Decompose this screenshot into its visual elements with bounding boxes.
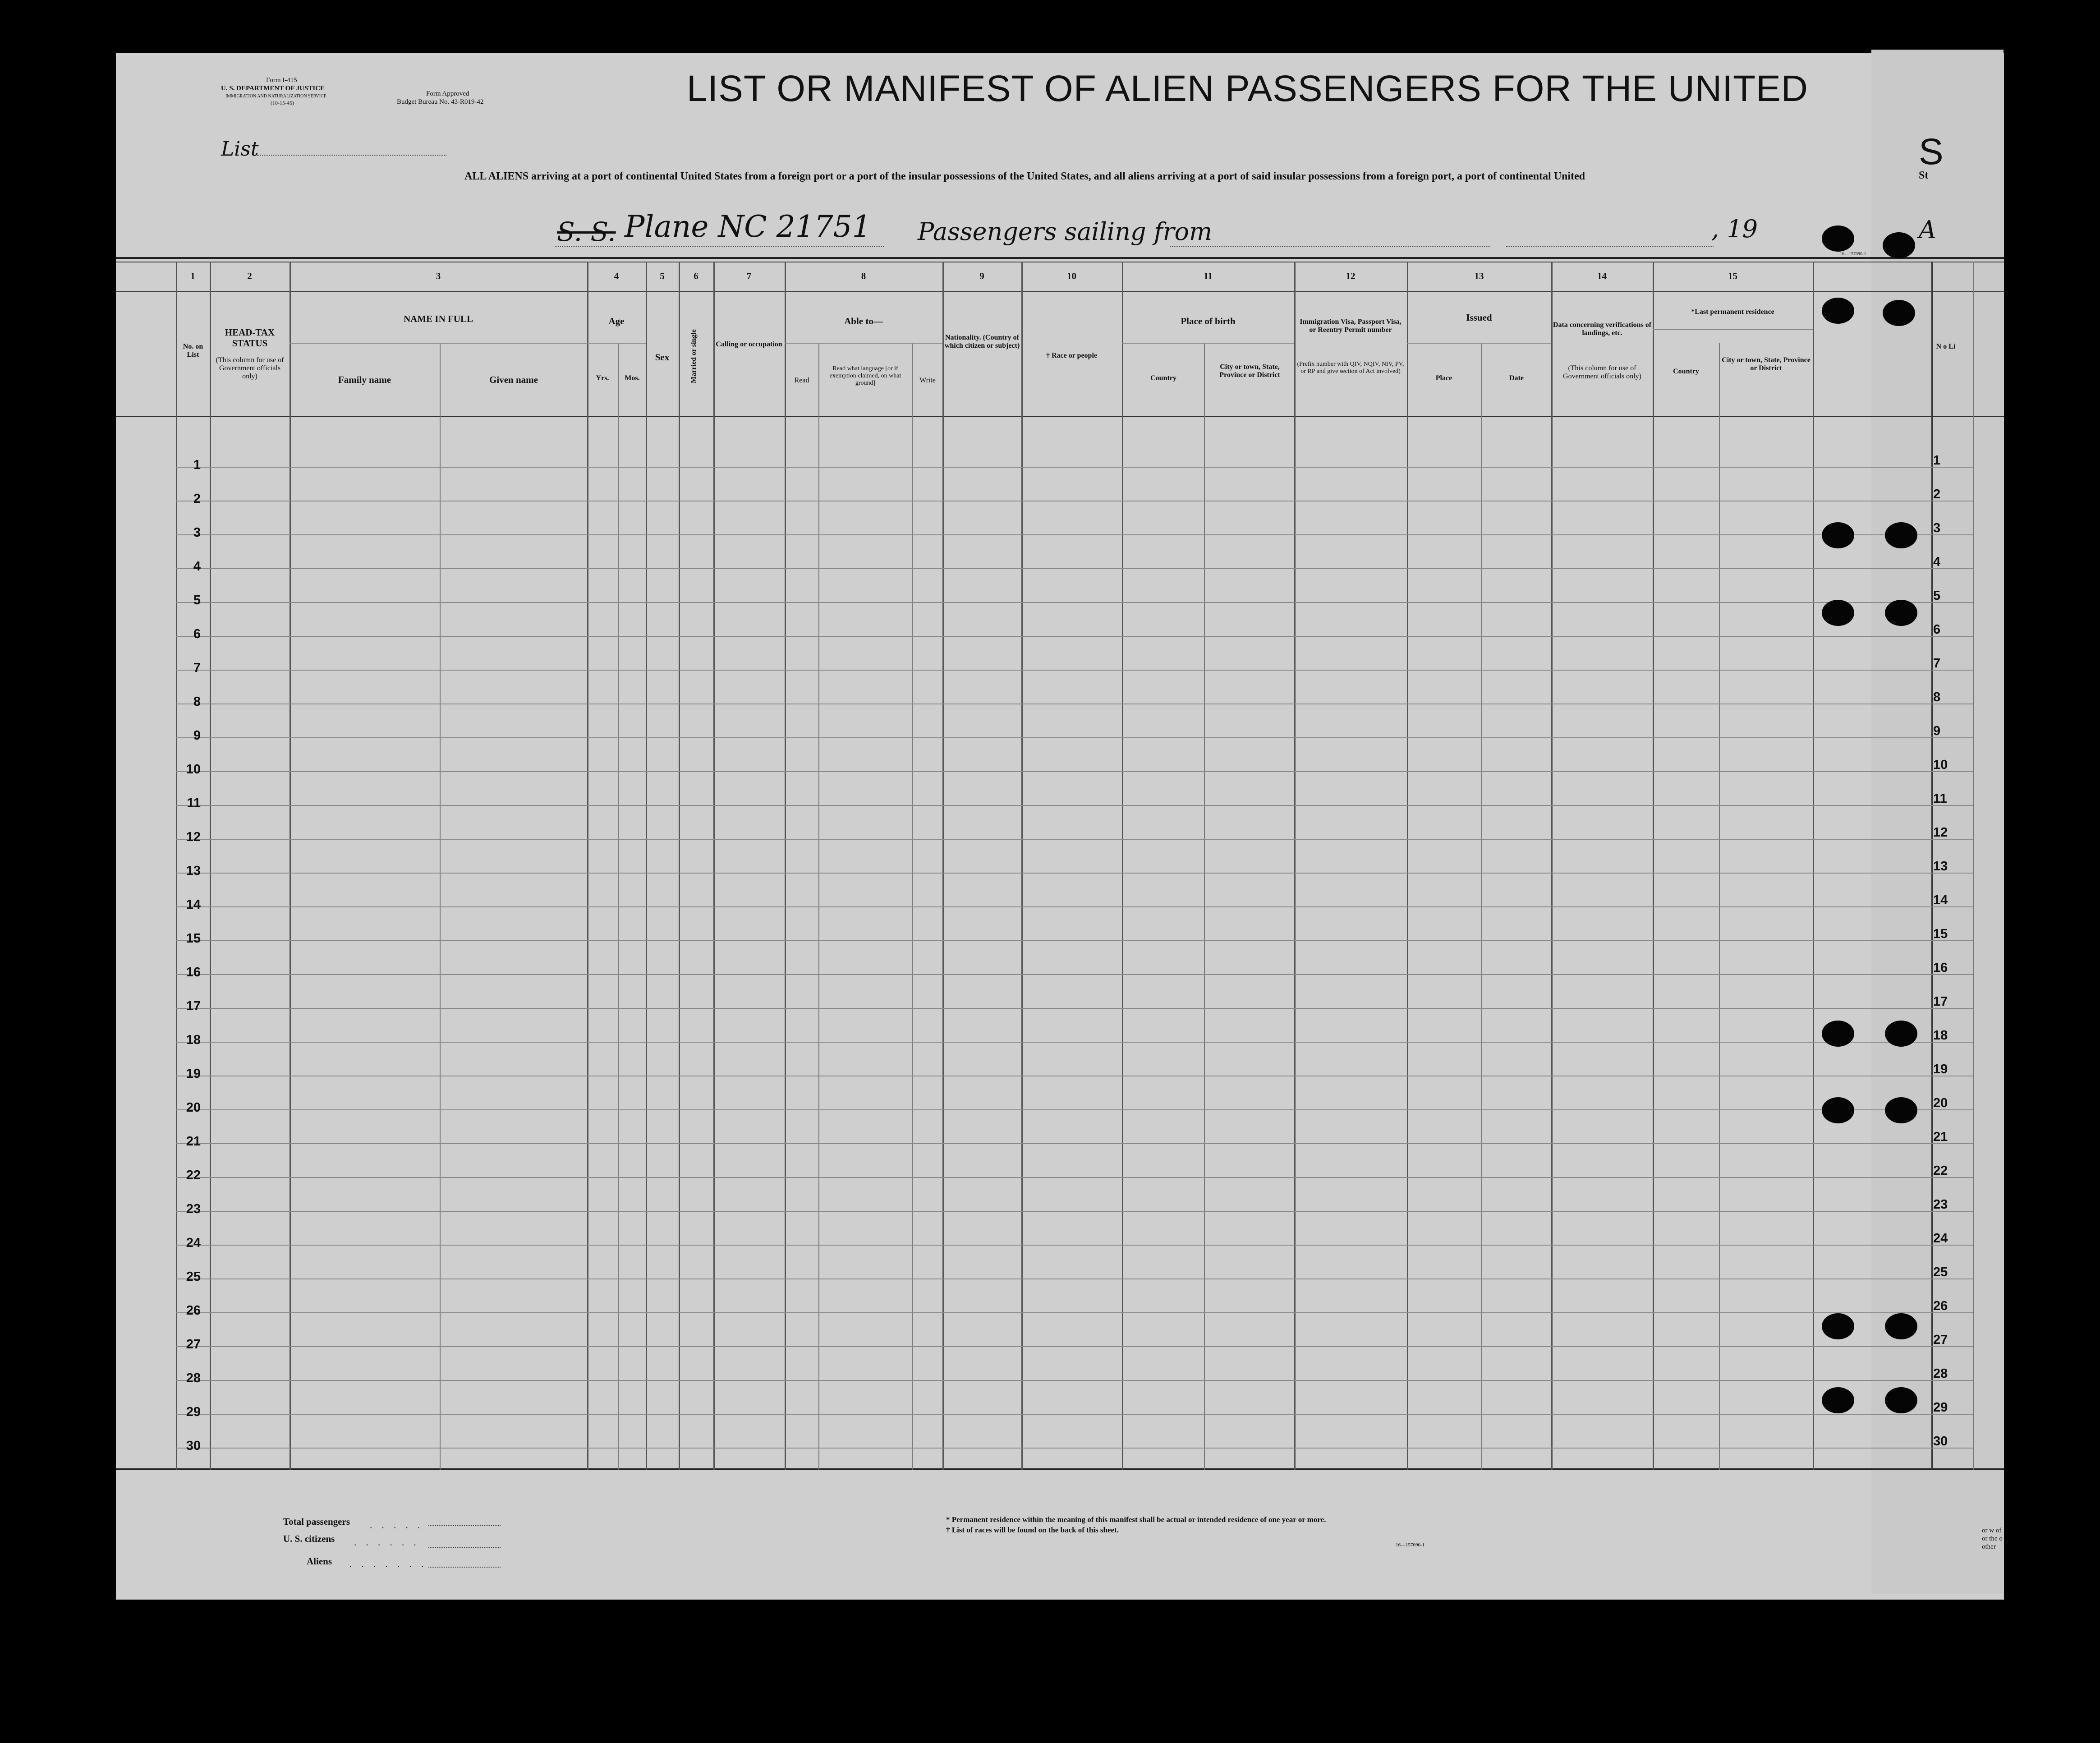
form-number: Form I-415 — [266, 77, 297, 84]
col-header-married-single: Married or single — [690, 329, 698, 383]
footer-print-code: 16—157090-1 — [1396, 1542, 1425, 1548]
manifest-sheet — [116, 53, 2004, 1600]
table-row[interactable] — [176, 602, 1973, 603]
binder-hole — [1822, 522, 1854, 548]
form-date: (10-15-45) — [271, 100, 294, 106]
row-number: 18 — [186, 1033, 201, 1047]
col-number-13: 13 — [1474, 271, 1484, 281]
list-label: List — [221, 138, 259, 161]
col-header-read-language: Read what language [or if exemption claimed, on what ground] — [829, 365, 901, 386]
aliens-label: Aliens — [307, 1556, 332, 1567]
binder-hole — [1822, 1021, 1854, 1047]
row-number: 2 — [193, 492, 201, 506]
row-number: 19 — [186, 1067, 201, 1081]
row-number: 1 — [193, 458, 201, 472]
binder-hole — [1885, 1021, 1917, 1047]
age-subheader-rule — [587, 343, 646, 344]
col-number-11: 11 — [1204, 271, 1213, 281]
col-number-14: 14 — [1597, 271, 1607, 281]
col-number-8: 8 — [861, 271, 866, 281]
table-row[interactable] — [176, 737, 1973, 738]
col-header-family-name: Family name — [338, 374, 391, 385]
next-sheet-row-number: 22 — [1933, 1164, 1948, 1178]
col-divider — [1813, 262, 1814, 1470]
manifest-subtitle: ALL ALIENS arriving at a port of continental United States from a foreign port or a port of the insular possessions of the United States, and all aliens arriving at a port of said insular possessions from a foreign port, a port of continental United — [464, 170, 1585, 182]
next-sheet-row-number: 7 — [1933, 656, 1941, 671]
col-header-issued: Issued — [1466, 312, 1492, 323]
table-row[interactable] — [176, 1448, 1973, 1449]
next-sheet-row-number: 8 — [1933, 690, 1941, 704]
row-number: 9 — [193, 728, 201, 743]
col-header-last-residence: *Last permanent residence — [1691, 308, 1774, 316]
table-row[interactable] — [176, 974, 1973, 975]
col-header-issued-place: Place — [1435, 374, 1452, 382]
col-header-verification-note: (This column for use of Government officials only) — [1563, 364, 1641, 380]
col-divider — [713, 262, 715, 1470]
us-citizens-dots: . . . . . . — [354, 1537, 420, 1548]
row-number: 28 — [186, 1371, 201, 1385]
col-number-10: 10 — [1067, 271, 1076, 281]
col-header-no-on-list: No. on List — [183, 343, 203, 359]
next-sheet-row-number: 6 — [1933, 622, 1941, 637]
row-number: 29 — [186, 1405, 201, 1419]
col-divider — [785, 262, 786, 1470]
table-row[interactable] — [176, 1177, 1973, 1178]
table-row[interactable] — [176, 1245, 1973, 1246]
row-number: 4 — [193, 559, 201, 574]
form-approved: Form Approved — [426, 90, 469, 97]
year-label: , 19 — [1711, 215, 1758, 243]
col-divider — [1294, 262, 1296, 1470]
row-number: 8 — [193, 694, 201, 709]
col-number-9: 9 — [979, 271, 984, 281]
table-row[interactable] — [176, 1008, 1973, 1009]
binder-hole — [1883, 232, 1915, 258]
table-row[interactable] — [176, 1211, 1973, 1212]
col-number-1: 1 — [190, 271, 195, 281]
col-header-occupation: Calling or occupation — [716, 340, 782, 348]
binder-hole — [1822, 225, 1854, 252]
col-header-able-to: Able to— — [844, 316, 883, 327]
next-sheet-row-number: 1 — [1933, 453, 1941, 468]
col-number-12: 12 — [1346, 271, 1356, 281]
row-number: 25 — [186, 1269, 201, 1284]
col-number-15: 15 — [1728, 271, 1737, 281]
next-sheet-subtitle-fragment: St — [1919, 170, 1929, 181]
table-row[interactable] — [176, 906, 1973, 907]
col-number-5: 5 — [660, 271, 665, 281]
table-row[interactable] — [176, 839, 1973, 840]
table-top-rule — [116, 257, 2004, 259]
row-number: 17 — [186, 999, 201, 1013]
binder-hole — [1883, 300, 1915, 326]
next-sheet-row-number: 11 — [1933, 791, 1947, 806]
col-header-head-tax: HEAD-TAX STATUS — [225, 327, 275, 349]
row-number: 7 — [193, 661, 201, 675]
residence-subheader-rule — [1653, 329, 1813, 330]
row-number: 23 — [186, 1202, 201, 1216]
binder-hole — [1885, 1097, 1917, 1123]
table-row[interactable] — [176, 1414, 1973, 1415]
col-header-write: Write — [919, 377, 936, 384]
table-row[interactable] — [176, 568, 1973, 569]
next-sheet-row-number: 14 — [1933, 893, 1948, 907]
next-sheet-row-number: 9 — [1933, 724, 1941, 738]
next-sheet-col-header: N o Li — [1936, 343, 1956, 350]
col-divider — [646, 262, 647, 1470]
col-header-read: Read — [794, 377, 809, 384]
col-header-given-name: Given name — [489, 374, 538, 385]
next-sheet-footer-fragment: or w of or the o other — [1982, 1527, 2003, 1550]
col-number-3: 3 — [436, 271, 441, 281]
binder-hole — [1822, 1097, 1854, 1123]
binder-hole — [1885, 522, 1917, 548]
total-passengers-field[interactable] — [428, 1525, 501, 1526]
vessel-prefix: S. S. — [557, 216, 616, 247]
next-sheet-row-number: 21 — [1933, 1130, 1948, 1144]
next-sheet-row-number: 24 — [1933, 1231, 1948, 1246]
header-print-code: 16—157090-1 — [1840, 252, 1866, 257]
next-sheet-row-number: 18 — [1933, 1028, 1948, 1043]
col-header-head-tax-note: (This column for use of Government officials only) — [216, 356, 284, 380]
col-header-age-months: Mos. — [625, 374, 640, 382]
row-number: 16 — [186, 965, 201, 980]
col-header-race: † Race or people — [1046, 352, 1097, 359]
table-row[interactable] — [176, 873, 1973, 874]
binder-hole — [1885, 1387, 1917, 1413]
next-page-edge — [1871, 50, 2004, 1594]
row-number: 15 — [186, 931, 201, 946]
table-row[interactable] — [176, 1346, 1973, 1347]
row-number: 24 — [186, 1236, 201, 1250]
next-sheet-row-number: 17 — [1933, 994, 1948, 1009]
col-divider — [1407, 262, 1408, 1470]
row-number: 21 — [186, 1134, 201, 1149]
table-row[interactable] — [176, 805, 1973, 806]
budget-bureau: Budget Bureau No. 43-R019-42 — [397, 98, 484, 106]
next-sheet-row-number: 28 — [1933, 1366, 1948, 1381]
next-sheet-vessel-fragment: A — [1919, 216, 1936, 244]
col-number-7: 7 — [746, 271, 752, 281]
next-sheet-row-number: 29 — [1933, 1400, 1948, 1415]
col-header-birth-city: City or town, State, Province or District — [1219, 363, 1280, 379]
col-header-age: Age — [608, 316, 625, 327]
next-sheet-row-number: 25 — [1933, 1265, 1948, 1279]
row-number: 5 — [193, 593, 201, 607]
row-number: 12 — [186, 830, 201, 844]
row-number: 14 — [186, 897, 201, 912]
footnote-races: † List of races will be found on the back of this sheet. — [946, 1526, 1119, 1534]
binder-hole — [1822, 298, 1854, 324]
next-sheet-row-number: 15 — [1933, 927, 1948, 941]
table-row[interactable] — [176, 1143, 1973, 1144]
sailing-port-field[interactable] — [1170, 246, 1490, 247]
able-subheader-rule — [785, 343, 942, 344]
col-divider — [587, 262, 588, 1470]
col-header-visa-note: (Prefix number with QIV, NQIV, NIV, PV, or RP and give section of Act involved) — [1297, 361, 1404, 375]
col-header-verification: Data concerning verifications of landings, etc. — [1553, 321, 1652, 337]
row-number: 27 — [186, 1337, 201, 1352]
binder-hole — [1822, 600, 1854, 626]
table-row[interactable] — [176, 534, 1973, 535]
table-row[interactable] — [176, 1042, 1973, 1043]
col-header-sex: Sex — [655, 352, 670, 363]
next-sheet-row-number: 20 — [1933, 1096, 1948, 1110]
next-sheet-row-number: 26 — [1933, 1299, 1948, 1313]
col-divider — [1122, 262, 1123, 1470]
col-header-birth-country: Country — [1150, 374, 1176, 382]
table-row[interactable] — [176, 940, 1973, 941]
col-header-nationality: Nationality. (Country of which citizen or subject) — [944, 334, 1020, 350]
next-sheet-row-number: 19 — [1933, 1062, 1948, 1076]
name-subheader-rule — [289, 343, 587, 344]
vessel-name-handwritten[interactable]: Plane NC 21751 — [625, 209, 871, 244]
row-number: 20 — [186, 1100, 201, 1115]
sailing-date-field[interactable] — [1506, 246, 1714, 247]
row-number: 30 — [186, 1439, 201, 1453]
col-header-age-years: Yrs. — [596, 374, 609, 382]
next-sheet-row-number: 13 — [1933, 859, 1948, 874]
row-number: 13 — [186, 864, 201, 878]
col-header-residence-city: City or town, State, Province or District — [1722, 356, 1811, 372]
col-divider — [942, 262, 944, 1470]
col-divider — [1551, 262, 1553, 1470]
binder-hole — [1885, 600, 1917, 626]
birth-subheader-rule — [1122, 343, 1294, 344]
list-number-field[interactable] — [257, 155, 446, 156]
row-number: 11 — [187, 796, 201, 810]
next-sheet-col — [1973, 262, 1974, 1470]
next-sheet-row-number: 4 — [1933, 555, 1941, 569]
table-row[interactable] — [176, 467, 1973, 468]
col-header-name-in-full: NAME IN FULL — [403, 313, 473, 324]
col-header-place-of-birth: Place of birth — [1181, 316, 1236, 327]
next-sheet-title-fragment: S — [1919, 131, 1944, 172]
issued-subheader-rule — [1407, 343, 1551, 344]
aliens-dots: . . . . . . . — [349, 1559, 427, 1569]
col-divider — [679, 262, 680, 1470]
col-header-residence-country: Country — [1673, 368, 1699, 375]
table-bottom-rule — [116, 1468, 2004, 1470]
next-sheet-row-number: 23 — [1933, 1197, 1948, 1212]
table-row[interactable] — [176, 771, 1973, 772]
row-number: 22 — [186, 1168, 201, 1182]
us-citizens-field[interactable] — [428, 1547, 501, 1548]
col-divider — [289, 262, 291, 1470]
binder-hole — [1822, 1313, 1854, 1339]
col-divider — [210, 262, 211, 1470]
binder-hole — [1885, 1313, 1917, 1339]
table-row[interactable] — [176, 1312, 1973, 1313]
department-name: U. S. DEPARTMENT OF JUSTICE — [221, 85, 325, 92]
next-sheet-row-number: 3 — [1933, 521, 1941, 535]
next-sheet-row-number: 2 — [1933, 487, 1941, 501]
table-row[interactable] — [176, 636, 1973, 637]
manifest-title: LIST OR MANIFEST OF ALIEN PASSENGERS FOR THE UNITED — [686, 68, 1808, 109]
col-number-2: 2 — [247, 271, 252, 281]
col-number-6: 6 — [694, 271, 698, 281]
footnote-residence: * Permanent residence within the meaning of this manifest shall be actual or intended residence of one year or more. — [946, 1515, 1326, 1524]
total-passengers-dots: . . . . . — [370, 1520, 424, 1531]
service-name: IMMIGRATION AND NATURALIZATION SERVICE — [225, 94, 326, 99]
col-number-4: 4 — [614, 271, 619, 281]
next-sheet-row-number: 10 — [1933, 758, 1948, 772]
col-header-issued-date: Date — [1509, 374, 1524, 382]
next-sheet-divider — [1931, 262, 1933, 1470]
col-header-visa: Immigration Visa, Passport Visa, or Reentry Permit number — [1300, 318, 1402, 334]
us-citizens-label: U. S. citizens — [283, 1533, 335, 1544]
row-number: 26 — [186, 1303, 201, 1318]
col-divider — [1653, 262, 1654, 1470]
col-divider — [1021, 262, 1023, 1470]
vessel-name-field — [555, 246, 884, 247]
table-row[interactable] — [176, 670, 1973, 671]
next-sheet-row-number: 30 — [1933, 1434, 1948, 1449]
aliens-field[interactable] — [428, 1567, 501, 1568]
total-passengers-label: Total passengers — [283, 1516, 350, 1527]
next-sheet-row-number: 5 — [1933, 589, 1941, 603]
row-number: 10 — [186, 762, 201, 777]
binder-hole — [1822, 1387, 1854, 1413]
table-row[interactable] — [176, 1380, 1973, 1381]
next-sheet-row-number: 12 — [1933, 825, 1948, 840]
table-row[interactable] — [176, 1109, 1973, 1110]
header-bottom-rule — [116, 416, 2004, 417]
next-sheet-row-number: 16 — [1933, 961, 1948, 975]
row-number: 3 — [193, 525, 201, 540]
sailing-from-label: Passengers sailing from — [918, 217, 1213, 246]
next-sheet-row-number: 27 — [1933, 1333, 1948, 1347]
row-number: 6 — [193, 627, 201, 641]
column-number-rule — [116, 291, 2004, 292]
